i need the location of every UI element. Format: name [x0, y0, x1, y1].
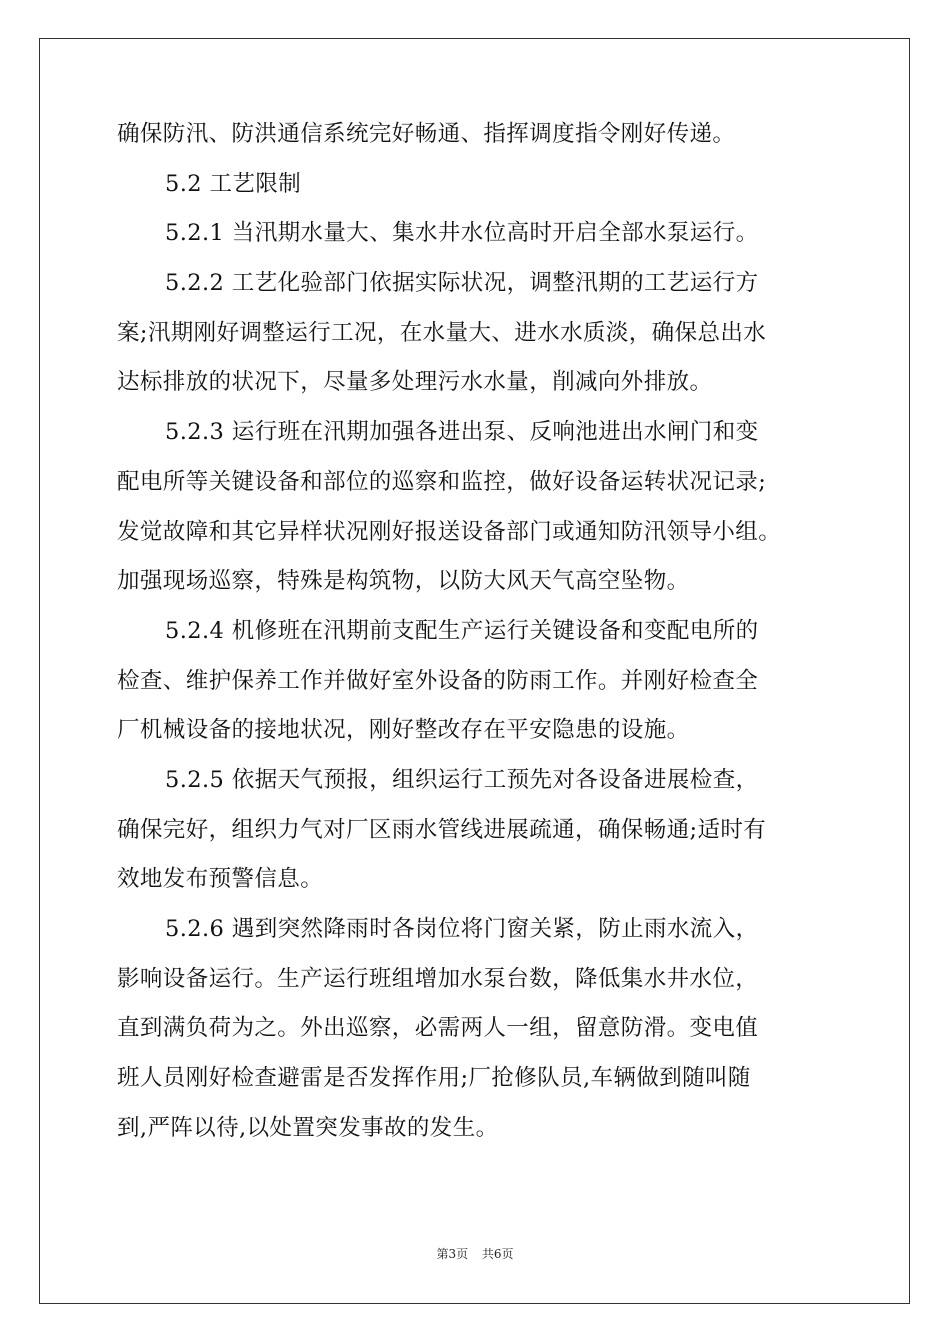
text-line: 5.2.3 运行班在汛期加强各进出泵、反响池进出水闸门和变 — [165, 419, 759, 446]
text-line: 加强现场巡察，特殊是构筑物，以防大风天气高空坠物。 — [117, 568, 690, 595]
page-total: 共6页 — [481, 1247, 514, 1261]
document-body — [117, 110, 837, 1153]
text-line: 效地发布预警信息。 — [117, 866, 324, 893]
text-line: 厂机械设备的接地状况，刚好整改存在平安隐患的设施。 — [117, 717, 690, 744]
text-line: 达标排放的状况下，尽量多处理污水水量，削减向外排放。 — [117, 369, 713, 396]
text-line: 发觉故障和其它异样状况刚好报送设备部门或通知防汛领导小组。 — [117, 518, 782, 545]
text-line: 检查、维护保养工作并做好室外设备的防雨工作。并刚好检查全 — [117, 667, 759, 694]
text-line: 案;汛期刚好调整运行工况，在水量大、进水水质淡，确保总出水 — [117, 319, 767, 346]
text-line: 5.2.6 遇到突然降雨时各岗位将门窗关紧，防止雨水流入， — [165, 916, 759, 942]
text-line: 影响设备运行。生产运行班组增加水泵台数，降低集水井水位， — [117, 965, 759, 992]
text-line: 班人员刚好检查避雷是否发挥作用;厂抢修队员,车辆做到随叫随 — [117, 1065, 751, 1092]
text-line: 确保完好，组织力气对厂区雨水管线进展疏通，确保畅通;适时有 — [117, 816, 767, 843]
text-line: 5.2.5 依据天气预报，组织运行工预先对各设备进展检查， — [165, 766, 759, 793]
section-heading: 5.2 工艺限制 — [165, 170, 302, 197]
text-line: 5.2.4 机修班在汛期前支配生产运行关键设备和变配电所的 — [165, 617, 759, 644]
page-footer — [0, 1245, 950, 1262]
page-number: 第3页 — [436, 1247, 469, 1261]
text-line: 直到满负荷为之。外出巡察，必需两人一组，留意防滑。变电值 — [117, 1015, 759, 1042]
text-line: 5.2.1 当汛期水量大、集水井水位高时开启全部水泵运行。 — [165, 220, 759, 247]
text-line: 5.2.2 工艺化验部门依据实际状况，调整汛期的工艺运行方 — [165, 270, 759, 297]
text-line: 到,严阵以待,以处置突发事故的发生。 — [117, 1114, 499, 1141]
text-line: 确保防汛、防洪通信系统完好畅通、指挥调度指令刚好传递。 — [117, 121, 736, 147]
text-line: 配电所等关键设备和部位的巡察和监控，做好设备运转状况记录; — [117, 468, 767, 495]
